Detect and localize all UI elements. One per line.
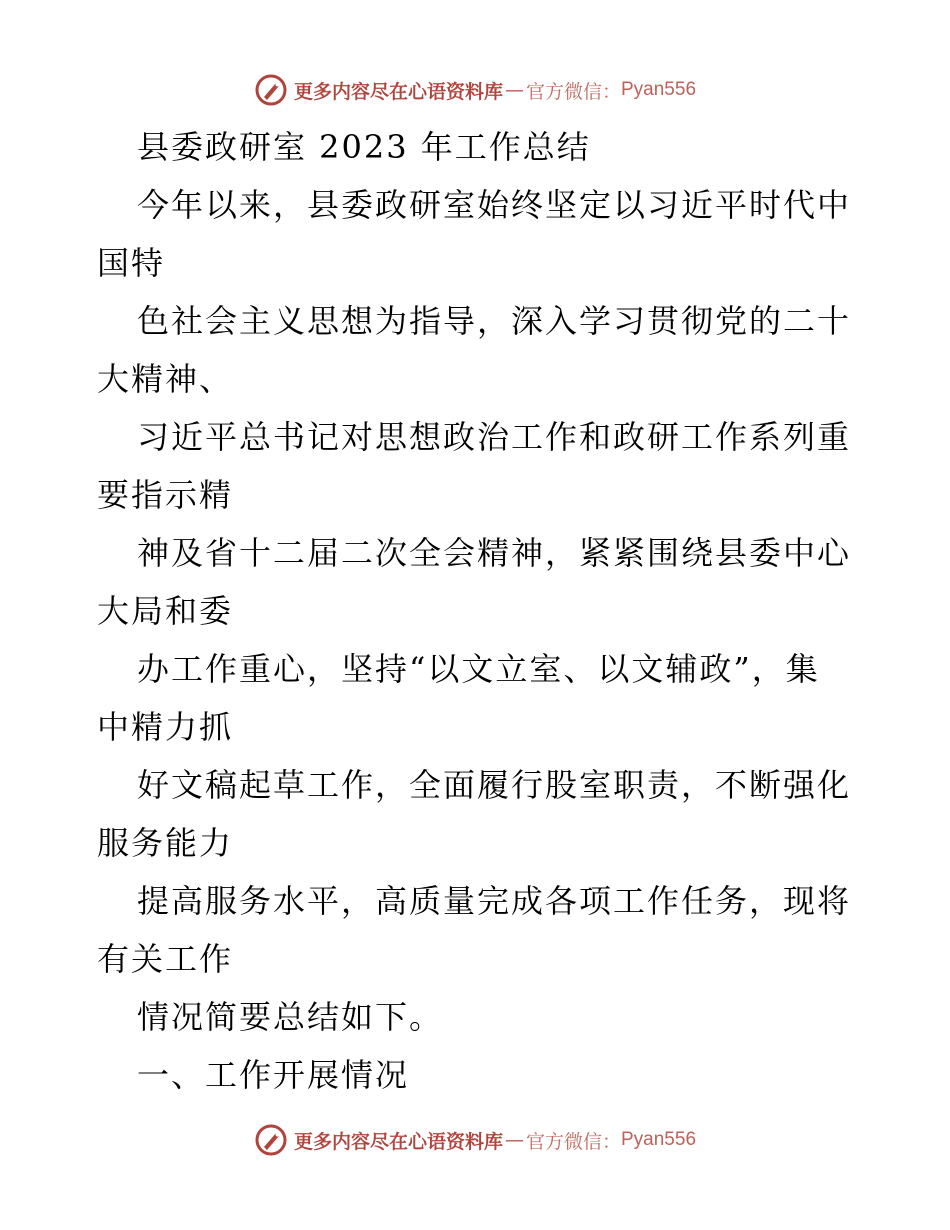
watermark-id: Pyan556 [621, 1129, 697, 1150]
document-line: 今年以来，县委政研室始终坚定以习近平时代中 [137, 186, 852, 224]
watermark-suffix: 官方微信： [525, 80, 621, 103]
document-line: 国特 [97, 244, 166, 282]
document-line: 习近平总书记对思想政治工作和政研工作系列重 [137, 418, 852, 456]
footer-watermark [0, 1120, 950, 1160]
document-line: 有关工作 [97, 940, 234, 978]
watermark-brand: 更多内容尽在心语资料库 [293, 1130, 503, 1153]
header-watermark [0, 70, 950, 110]
document-line: 大精神、 [97, 360, 234, 398]
document-line: 色社会主义思想为指导，深入学习贯彻党的二十 [137, 302, 852, 340]
document-line: 好文稿起草工作，全面履行股室职责，不断强化 [137, 766, 852, 804]
watermark-dash: — [504, 79, 524, 101]
document-body [97, 118, 857, 1104]
watermark-id: Pyan556 [621, 79, 697, 100]
document-line: 提高服务水平，高质量完成各项工作任务，现将 [137, 882, 852, 920]
watermark-brand: 更多内容尽在心语资料库 [293, 80, 503, 103]
document-line: 大局和委 [97, 592, 234, 630]
document-line: 办工作重心，坚持“以文立室、以文辅政”，集 [137, 650, 820, 688]
pen-logo-icon [254, 1123, 288, 1157]
document-line: 县委政研室 2023 年工作总结 [137, 128, 591, 166]
watermark-dash: — [504, 1129, 524, 1151]
pen-logo-icon [254, 73, 288, 107]
document-line: 要指示精 [97, 476, 234, 514]
document-line: 中精力抓 [97, 708, 234, 746]
watermark-suffix: 官方微信： [525, 1130, 621, 1153]
document-line: 情况简要总结如下。 [137, 998, 444, 1036]
document-line: 神及省十二届二次全会精神，紧紧围绕县委中心 [137, 534, 852, 572]
document-line: 服务能力 [97, 824, 234, 862]
document-line: 一、工作开展情况 [137, 1056, 410, 1094]
